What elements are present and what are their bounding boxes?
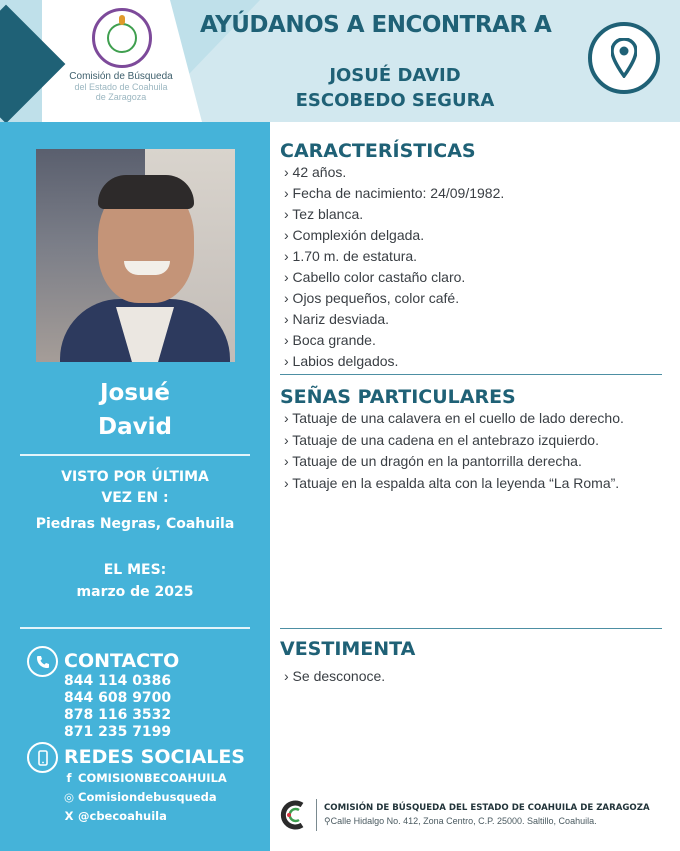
left-info-panel — [0, 122, 270, 851]
list-item: › Ojos pequeños, color café. — [284, 290, 460, 306]
missing-person-name-line1: JOSUÉ DAVID — [329, 65, 461, 86]
missing-person-photo — [36, 149, 235, 362]
commission-logo — [92, 8, 152, 68]
first-name-line2: David — [98, 414, 172, 440]
phone-number[interactable]: 871 235 7199 — [64, 724, 172, 740]
list-item: › Tatuaje de una calavera en el cuello de lado derecho. — [284, 410, 624, 426]
org-subtitle: del Estado de Coahuila de Zaragoza — [74, 82, 168, 102]
social-x[interactable]: X @cbecoahuila — [62, 809, 167, 823]
month-label: EL MES: — [103, 562, 167, 578]
page-title: AYÚDANOS A ENCONTRAR A — [200, 12, 552, 38]
smartphone-icon — [27, 742, 58, 773]
first-name-line1: Josué — [99, 380, 171, 406]
logo-ring — [107, 23, 137, 53]
list-item: › Cabello color castaño claro. — [284, 269, 466, 285]
divider — [280, 374, 662, 375]
footer-org-name: COMISIÓN DE BÚSQUEDA DEL ESTADO DE COAHUILA DE ZARAGOZA — [324, 803, 650, 813]
last-seen-label-line2: VEZ EN : — [101, 490, 169, 506]
phone-number[interactable]: 878 116 3532 — [64, 707, 172, 723]
list-item: › Tatuaje de un dragón en la pantorrilla derecha. — [284, 453, 582, 469]
contact-title: CONTACTO — [64, 650, 180, 672]
logo-flame — [119, 15, 125, 25]
list-item: › Complexión delgada. — [284, 227, 425, 243]
social-facebook[interactable]: f COMISIONBECOAHUILA — [62, 771, 227, 785]
map-pin-icon: ⚲ — [324, 816, 331, 826]
divider — [280, 628, 662, 629]
divider — [20, 627, 250, 629]
characteristics-list — [284, 162, 668, 372]
marks-title: SEÑAS PARTICULARES — [280, 386, 516, 408]
footer-separator — [316, 799, 317, 831]
marks-list — [284, 409, 668, 495]
last-seen-label-line1: VISTO POR ÚLTIMA — [61, 469, 209, 485]
facebook-icon: f — [66, 771, 72, 785]
x-icon: X — [64, 809, 74, 823]
list-item: › Nariz desviada. — [284, 311, 390, 327]
list-item: › Tatuaje en la espalda alta con la leyenda “La Roma”. — [284, 474, 620, 491]
clothing-list — [284, 666, 668, 687]
list-item: › Fecha de nacimiento: 24/09/1982. — [284, 185, 505, 201]
phone-number[interactable]: 844 114 0386 — [64, 673, 172, 689]
instagram-icon: ◎ — [63, 790, 75, 804]
commission-footer-logo — [280, 800, 308, 830]
list-item: › Tatuaje de una cadena en el antebrazo izquierdo. — [284, 431, 599, 448]
list-item: › Labios delgados. — [284, 353, 399, 369]
location-pin-icon — [588, 22, 660, 94]
list-item: › 1.70 m. de estatura. — [284, 248, 418, 264]
social-instagram[interactable]: ◎ Comisiondebusqueda — [63, 790, 217, 804]
list-item: › Boca grande. — [284, 332, 376, 348]
list-item: › Tez blanca. — [284, 206, 364, 222]
phone-number[interactable]: 844 608 9700 — [64, 690, 172, 706]
clothing-title: VESTIMENTA — [280, 638, 416, 660]
phone-icon — [27, 646, 58, 677]
list-item: › 42 años. — [284, 164, 347, 180]
footer-address: ⚲Calle Hidalgo No. 412, Zona Centro, C.P. 25000. Saltillo, Coahuila. — [324, 816, 597, 826]
divider — [20, 454, 250, 456]
list-item: › Se desconoce. — [284, 668, 386, 684]
org-name: Comisión de Búsqueda — [69, 71, 173, 82]
characteristics-title: CARACTERÍSTICAS — [280, 140, 476, 162]
last-seen-place: Piedras Negras, Coahuila — [35, 516, 235, 532]
missing-person-name-line2: ESCOBEDO SEGURA — [295, 90, 495, 111]
month-value: marzo de 2025 — [76, 584, 194, 600]
header-banner — [0, 0, 680, 122]
social-title: REDES SOCIALES — [64, 746, 245, 768]
